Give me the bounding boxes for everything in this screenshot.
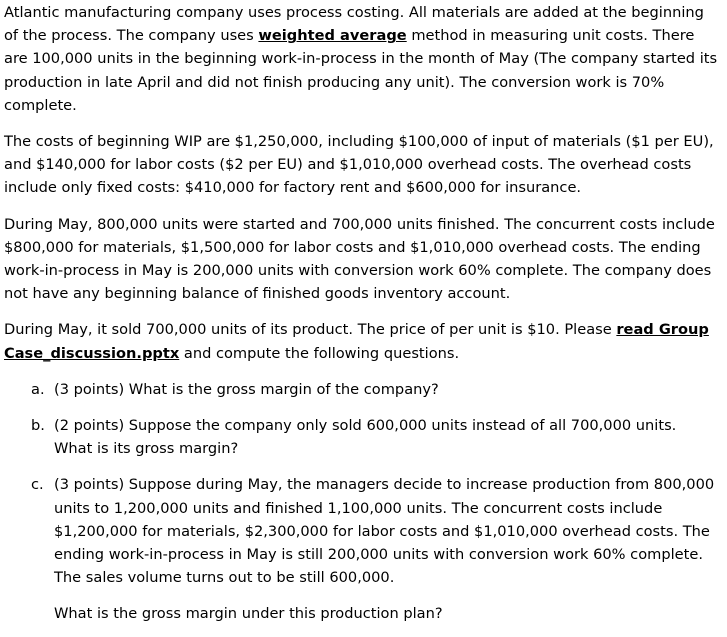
question-a-text: (3 points) What is the gross margin of the company? [54, 380, 439, 398]
question-b [4, 414, 719, 460]
intro-text-end: method in measuring unit costs. There are 100,000 units in the beginning work-in-process in the month of May (The company started its production in late April and did not finish producing any unit). The conversion work is 70% complete. [4, 27, 718, 114]
weighted-average-emphasis: weighted average [258, 27, 407, 45]
question-a [4, 378, 719, 401]
question-b-marker: b. [31, 417, 45, 435]
sales-text-start: During May, it sold 700,000 units of its product. The price of per unit is $10. Please [4, 321, 617, 339]
question-list [4, 378, 719, 626]
sales-text-end: and compute the following questions. [179, 344, 460, 362]
question-c-followup: What is the gross margin under this production plan? [54, 605, 443, 623]
wip-costs-paragraph: The costs of beginning WIP are $1,250,000, including $100,000 of input of materials ($1 per EU), and $140,000 for labor costs ($2 per EU) and $1,010,000 overhead costs. The overhead costs include only fixed costs: $410,000 for factory rent and $600,000 for insurance. [4, 133, 714, 197]
case-file-reference: read Group Case_discussion.pptx [4, 321, 709, 362]
sales-paragraph [4, 318, 719, 364]
question-c-marker: c. [31, 476, 44, 494]
intro-paragraph [4, 1, 719, 117]
question-b-text: (2 points) Suppose the company only sold 600,000 units instead of all 700,000 units. What is its gross margin? [54, 417, 677, 458]
question-c [4, 473, 719, 625]
intro-text-start: Atlantic manufacturing company uses process costing. All materials are added at the beginning of the process. The company uses [4, 4, 704, 45]
question-a-marker: a. [31, 380, 45, 398]
question-c-text: (3 points) Suppose during May, the managers decide to increase production from 800,000 units to 1,200,000 units and finished 1,100,000 units. The concurrent costs include $1,200,000 for materials, $2,300,000 for labor costs and $1,010,000 overhead costs. The ending work-in-process in May is still 200,000 units with conversion work 60% complete. The sales volume turns out to be still 600,000. [54, 476, 715, 587]
may-production-paragraph: During May, 800,000 units were started and 700,000 units finished. The concurrent costs include $800,000 for materials, $1,500,000 for labor costs and $1,010,000 overhead costs. The ending work-in-process in May is 200,000 units with conversion work 60% complete. The company does not have any beginning balance of finished goods inventory account. [4, 215, 715, 303]
